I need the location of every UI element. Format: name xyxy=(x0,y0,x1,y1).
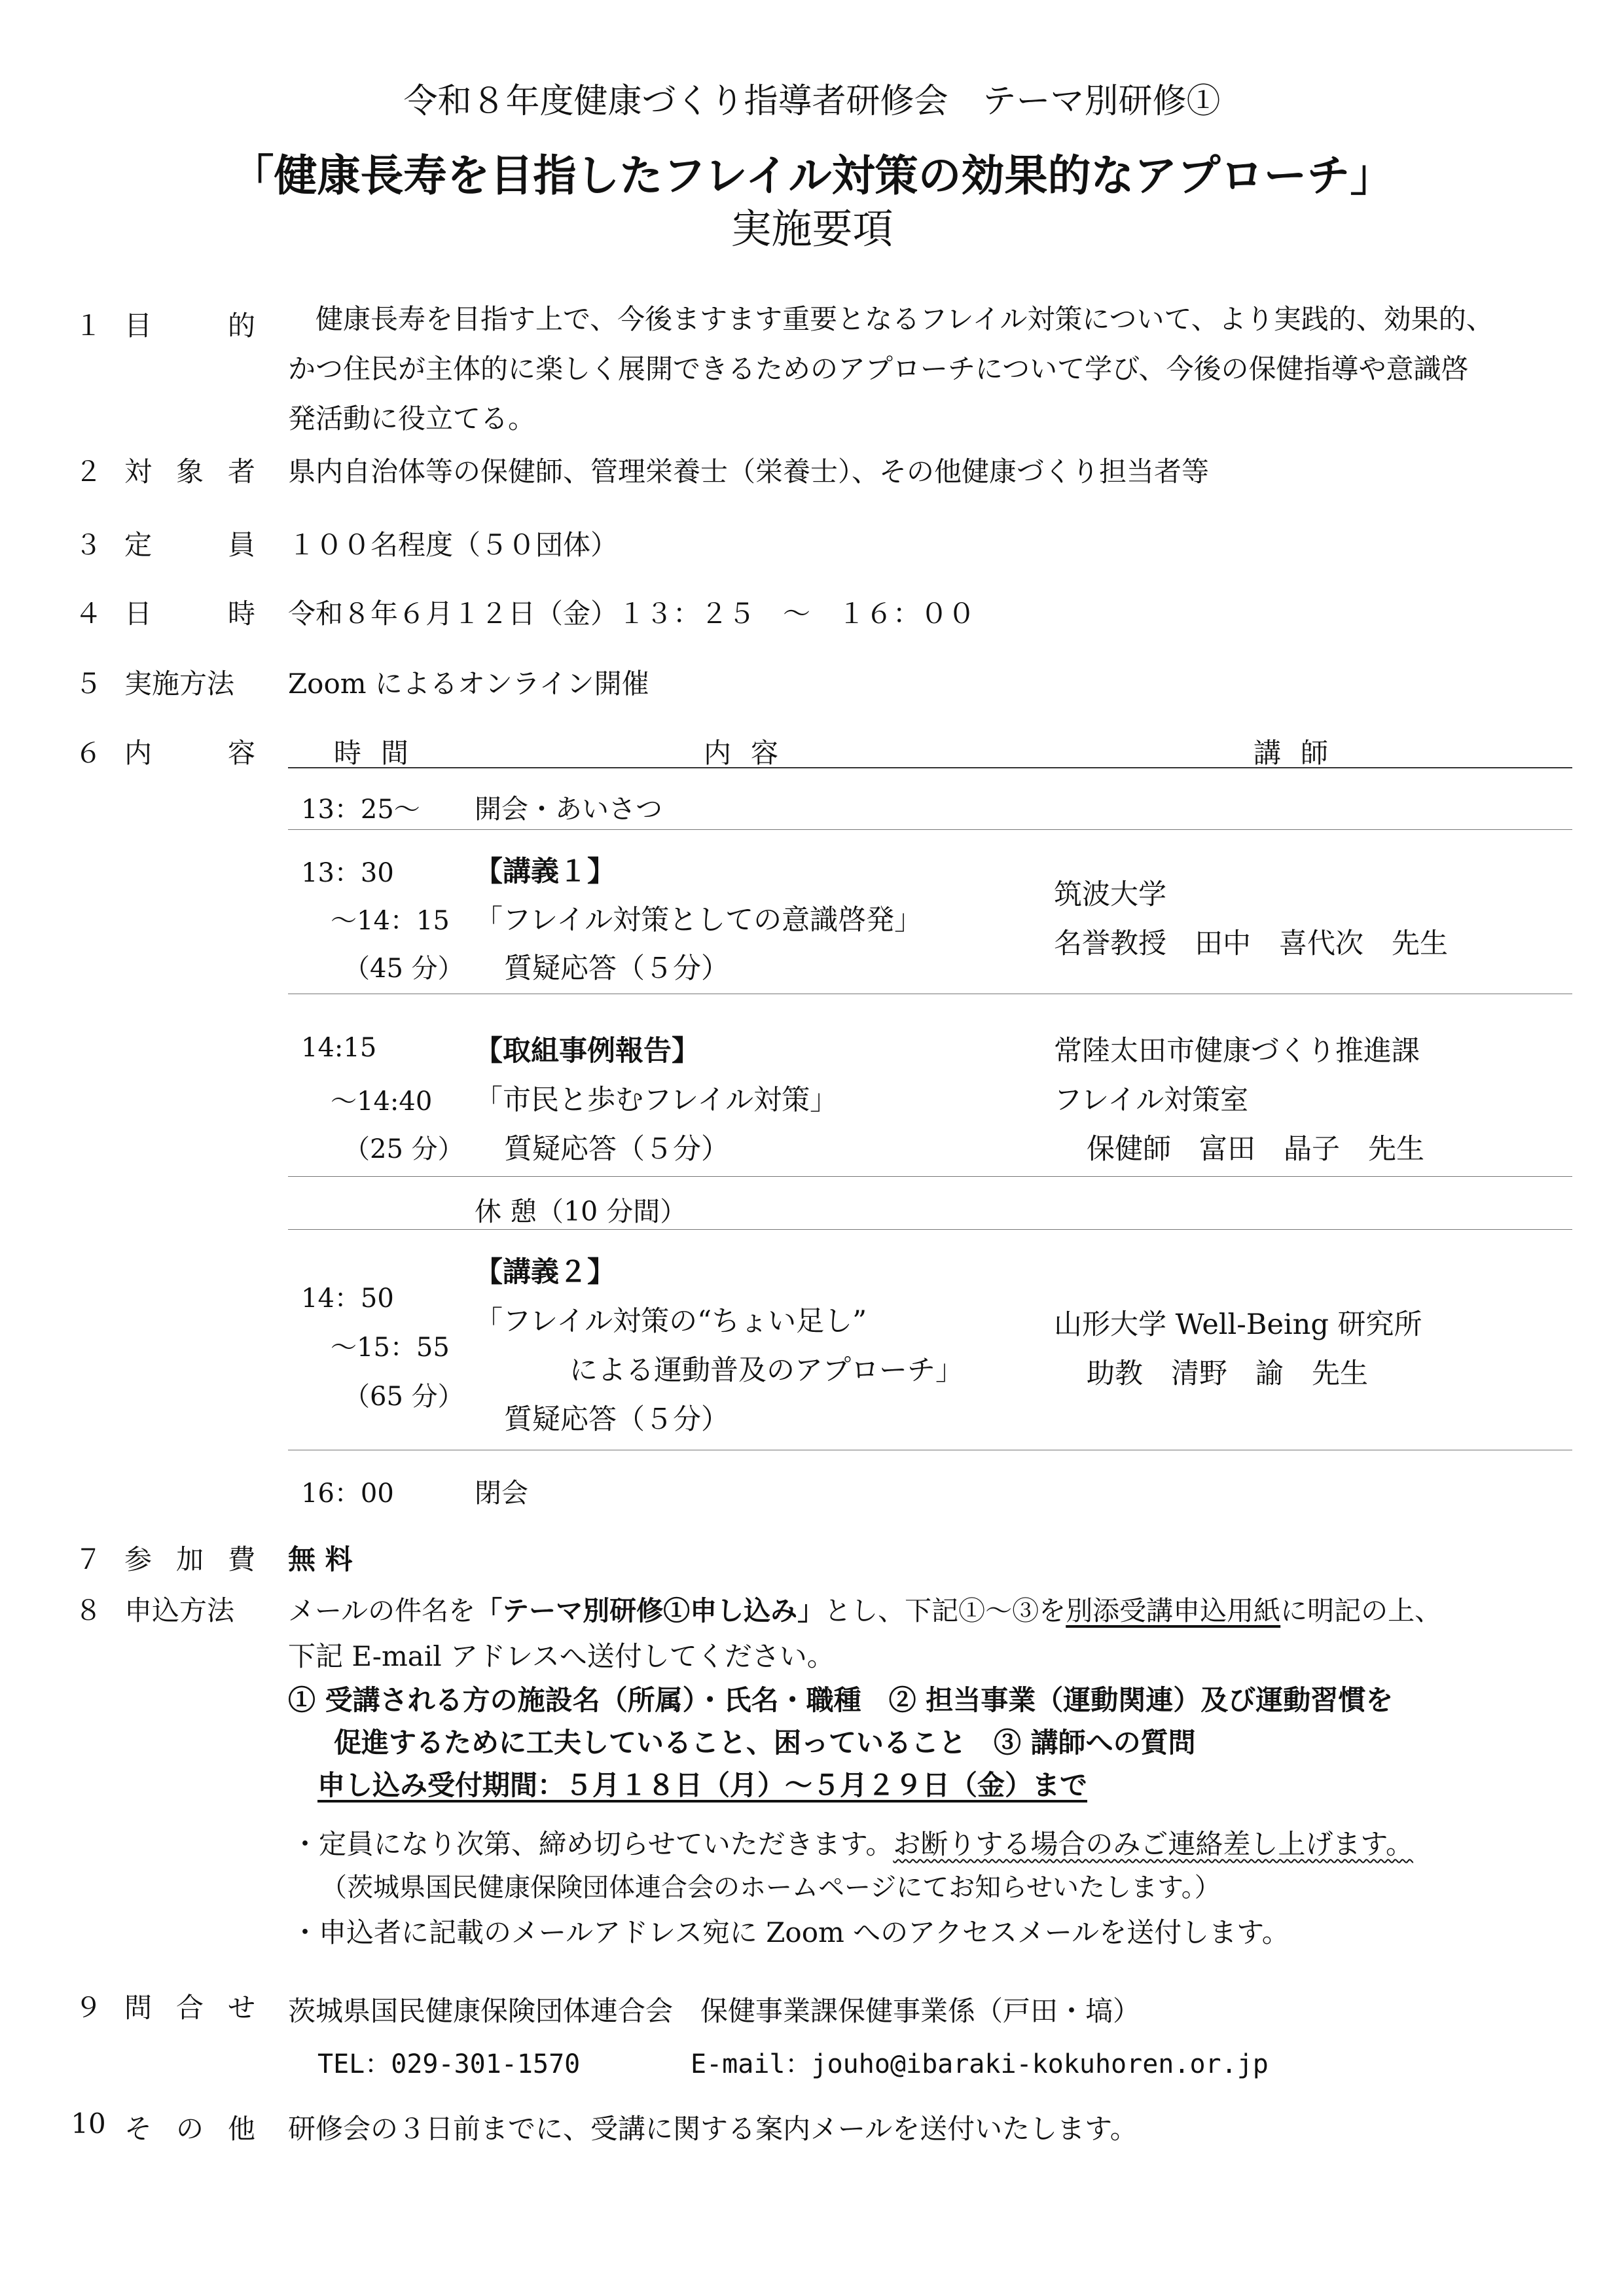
contact-org: 茨城県国民健康保険団体連合会 保健事業課保健事業係（戸田・塙） xyxy=(288,1995,1141,2027)
purpose-text: 健康長寿を目指す上で、今後ますます重要となるフレイル対策について、より実践的、効果的、 かつ住民が主体的に楽しく展開できるためのアプローチについて学び、今後の保健指導や意識啓 発活動に役立てる。 xyxy=(288,303,1494,435)
apply-item2: 促進するために工夫していること、困っていること ③ 講師への質問 xyxy=(334,1727,1196,1759)
section-label-target: 対 象 者 xyxy=(124,456,255,488)
target-value: 県内自治体等の保健師、管理栄養士（栄養士）、その他健康づくり担当者等 xyxy=(288,456,1210,488)
lecture2-lecturer-name: 助教 清野 諭 先生 xyxy=(1087,1357,1368,1390)
document-title: 「健康長寿を目指したフレイル対策の効果的なアプローチ」 xyxy=(230,150,1394,201)
section-number-datetime: ４ xyxy=(74,598,102,630)
section-label-content: 内 容 xyxy=(124,737,255,769)
report-qa: 質疑応答（５分） xyxy=(504,1133,729,1166)
method-value: Zoom によるオンライン開催 xyxy=(288,668,649,700)
closing-text: 閉会 xyxy=(475,1477,528,1509)
lecture1-title: 「フレイル対策としての意識啓発」 xyxy=(475,904,923,937)
other-value: 研修会の３日前までに、受講に関する案内メールを送付いたします。 xyxy=(288,2113,1138,2145)
report-lecturer-affiliation: 常陸太田市健康づくり推進課 xyxy=(1054,1035,1420,1067)
section-label-datetime: 日 時 xyxy=(124,598,255,630)
apply-note3: ・申込者に記載のメールアドレス宛に Zoom へのアクセスメールを送付します。 xyxy=(291,1916,1290,1948)
section-label-fee: 参 加 費 xyxy=(124,1543,255,1575)
apply-note2: （茨城県国民健康保険団体連合会のホームページにてお知らせいたします。） xyxy=(321,1873,1221,1903)
lecture2-lecturer-affiliation: 山形大学 Well-Being 研究所 xyxy=(1054,1308,1422,1341)
apply-item1: ① 受講される方の施設名（所属）・氏名・職種 ② 担当事業（運動関連）及び運動習慣を xyxy=(288,1684,1394,1716)
lecture2-title-line2: による運動普及のアプローチ」 xyxy=(569,1354,964,1387)
lecture2-qa: 質疑応答（５分） xyxy=(504,1403,729,1436)
table-header-lecturer: 講師 xyxy=(1254,737,1348,769)
table-row-divider xyxy=(288,1176,1572,1177)
report-heading: 【取組事例報告】 xyxy=(475,1035,700,1067)
section-number-contact: ９ xyxy=(74,1992,102,2024)
datetime-value: 令和８年６月１２日（金）１３：２５ ～ １６：００ xyxy=(288,598,976,630)
lecture1-qa: 質疑応答（５分） xyxy=(504,952,729,985)
section-number-purpose: １ xyxy=(74,310,102,342)
lecture1-lecturer-affiliation: 筑波大学 xyxy=(1054,878,1166,911)
break-text: 休 憩（10 分間） xyxy=(475,1196,687,1227)
section-label-contact: 問 合 せ xyxy=(124,1992,255,2024)
apply-line1: メールの件名を「テーマ別研修①申し込み」とし、下記①～③を別添受講申込用紙に明記の上、 xyxy=(288,1595,1442,1626)
apply-line2: 下記 E-mail アドレスへ送付してください。 xyxy=(288,1640,835,1672)
section-number-target: ２ xyxy=(74,456,102,488)
document-subtitle: 令和８年度健康づくり指導者研修会 テーマ別研修① xyxy=(403,82,1221,121)
lecture1-duration: （45 分） xyxy=(344,954,464,984)
opening-time: 13：25～ xyxy=(301,795,420,825)
lecture1-time-end: ～14：15 xyxy=(331,906,450,936)
report-lecturer-name: 保健師 富田 晶子 先生 xyxy=(1087,1133,1424,1166)
report-lecturer-office: フレイル対策室 xyxy=(1054,1084,1249,1117)
table-header-content: 内容 xyxy=(704,737,799,769)
lecture2-heading: 【講義２】 xyxy=(475,1256,615,1289)
table-row-divider xyxy=(288,1229,1572,1230)
closing-time: 16：00 xyxy=(301,1479,394,1509)
apply-period: 申し込み受付期間：５月１８日（月）～５月２９日（金）まで xyxy=(317,1769,1088,1801)
table-header-divider xyxy=(288,767,1572,768)
section-number-other: 10 xyxy=(71,2108,106,2140)
lecture2-time-start: 14：50 xyxy=(301,1283,394,1314)
section-label-method: 実施方法 xyxy=(124,668,235,700)
lecture2-title-line1: 「フレイル対策の“ちょい足し” xyxy=(475,1305,867,1338)
report-time-end: ～14:40 xyxy=(331,1086,433,1117)
section-label-purpose: 目 的 xyxy=(124,310,255,342)
fee-value: 無 料 xyxy=(288,1543,353,1575)
section-number-fee: ７ xyxy=(74,1543,102,1575)
capacity-value: １００名程度（５０団体） xyxy=(288,529,619,561)
lecture2-time-end: ～15：55 xyxy=(331,1333,450,1363)
contact-tel: TEL：029-301-1570 xyxy=(317,2049,581,2079)
table-header-time: 時間 xyxy=(334,737,429,769)
apply-note1: ・定員になり次第、締め切らせていただきます。お断りする場合のみご連絡差し上げます。 xyxy=(291,1828,1414,1860)
table-row-divider xyxy=(288,829,1572,830)
report-time-start: 14:15 xyxy=(301,1033,377,1063)
section-number-content: ６ xyxy=(74,737,102,769)
section-label-capacity: 定 員 xyxy=(124,529,255,561)
section-number-capacity: ３ xyxy=(74,529,102,561)
section-label-apply: 申込方法 xyxy=(124,1594,235,1626)
lecture2-duration: （65 分） xyxy=(344,1382,464,1412)
report-title: 「市民と歩むフレイル対策」 xyxy=(475,1084,839,1117)
lecture1-heading: 【講義１】 xyxy=(475,855,615,888)
section-number-apply: ８ xyxy=(74,1594,102,1626)
report-duration: （25 分） xyxy=(344,1134,464,1164)
lecture1-lecturer-name: 名誉教授 田中 喜代次 先生 xyxy=(1054,927,1448,960)
opening-text: 開会・あいさつ xyxy=(475,793,662,825)
document-heading: 実施要項 xyxy=(731,205,893,253)
lecture1-time-start: 13：30 xyxy=(301,858,394,888)
section-number-method: ５ xyxy=(74,668,102,700)
section-label-other: そ の 他 xyxy=(124,2113,255,2145)
contact-email: E-mail：jouho@ibaraki-kokuhoren.or.jp xyxy=(691,2049,1269,2079)
